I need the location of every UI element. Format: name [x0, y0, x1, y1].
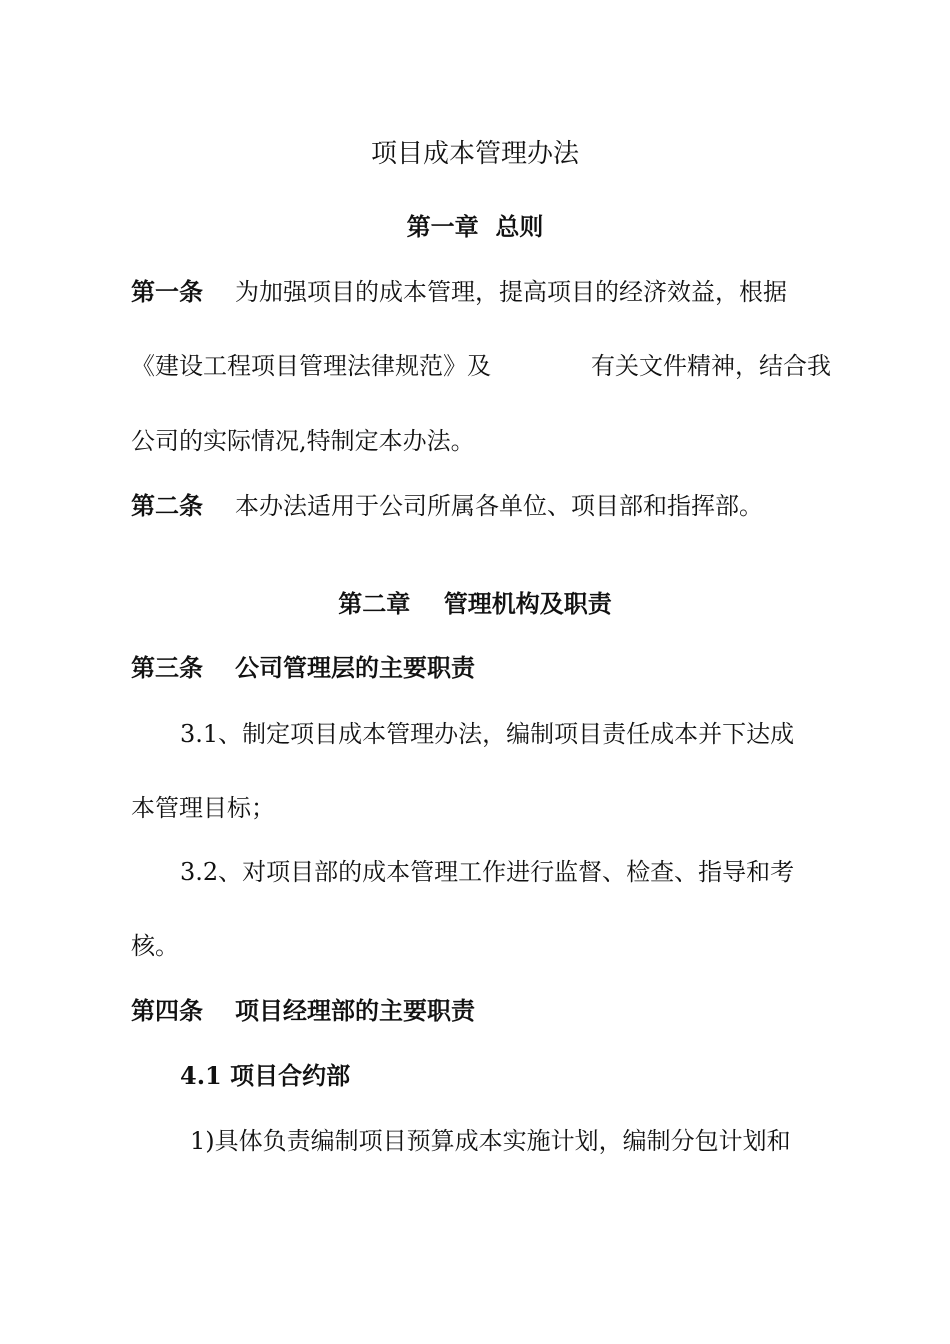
article-1-text-1: 为加强项目的成本管理，提高项目的经济效益，根据: [235, 278, 787, 306]
article-1-label: 第一条: [131, 277, 203, 306]
article-3-item-2-line-1: 3.2、对项目部的成本管理工作进行监督、检查、指导和考: [180, 858, 795, 886]
chapter-1-label: 第一章: [406, 212, 479, 241]
chapter-2-name: 管理机构及职责: [443, 589, 612, 618]
article-4-sub-1-item-1: 1)具体负责编制项目预算成本实施计划，编制分包计划和: [190, 1127, 791, 1155]
article-4-title: 项目经理部的主要职责: [235, 996, 475, 1025]
article-1-text-2a: 《建设工程项目管理法律规范》及: [131, 352, 491, 380]
article-4-sub-1-heading: 4.1 项目合约部: [180, 1061, 351, 1090]
article-3-item-1-line-2: 本管理目标；: [131, 794, 275, 822]
article-2-line: [131, 489, 831, 523]
chapter-2-heading: [0, 587, 950, 621]
chapter-1-name: 总则: [495, 212, 544, 241]
article-3-heading: [131, 651, 831, 685]
article-4-heading: [131, 994, 831, 1028]
document-title: 项目成本管理办法: [370, 139, 579, 169]
article-3-title: 公司管理层的主要职责: [235, 653, 475, 682]
article-1-text-2b: 有关文件精神，结合我: [591, 352, 831, 380]
article-3-item-1-line-1: 3.1、制定项目成本管理办法，编制项目责任成本并下达成: [180, 720, 795, 748]
article-2-label: 第二条: [131, 491, 203, 520]
chapter-2-label: 第二章: [338, 589, 411, 618]
article-3-item-2-line-2: 核。: [131, 932, 179, 960]
article-1-line-1: [131, 275, 831, 309]
article-1-line-3: 公司的实际情况,特制定本办法。: [131, 427, 475, 455]
article-2-text: 本办法适用于公司所属各单位、项目部和指挥部。: [235, 492, 763, 520]
article-1-line-2: [131, 349, 831, 383]
article-3-label: 第三条: [131, 653, 203, 682]
chapter-1-heading: [0, 210, 950, 244]
article-4-label: 第四条: [131, 996, 203, 1025]
